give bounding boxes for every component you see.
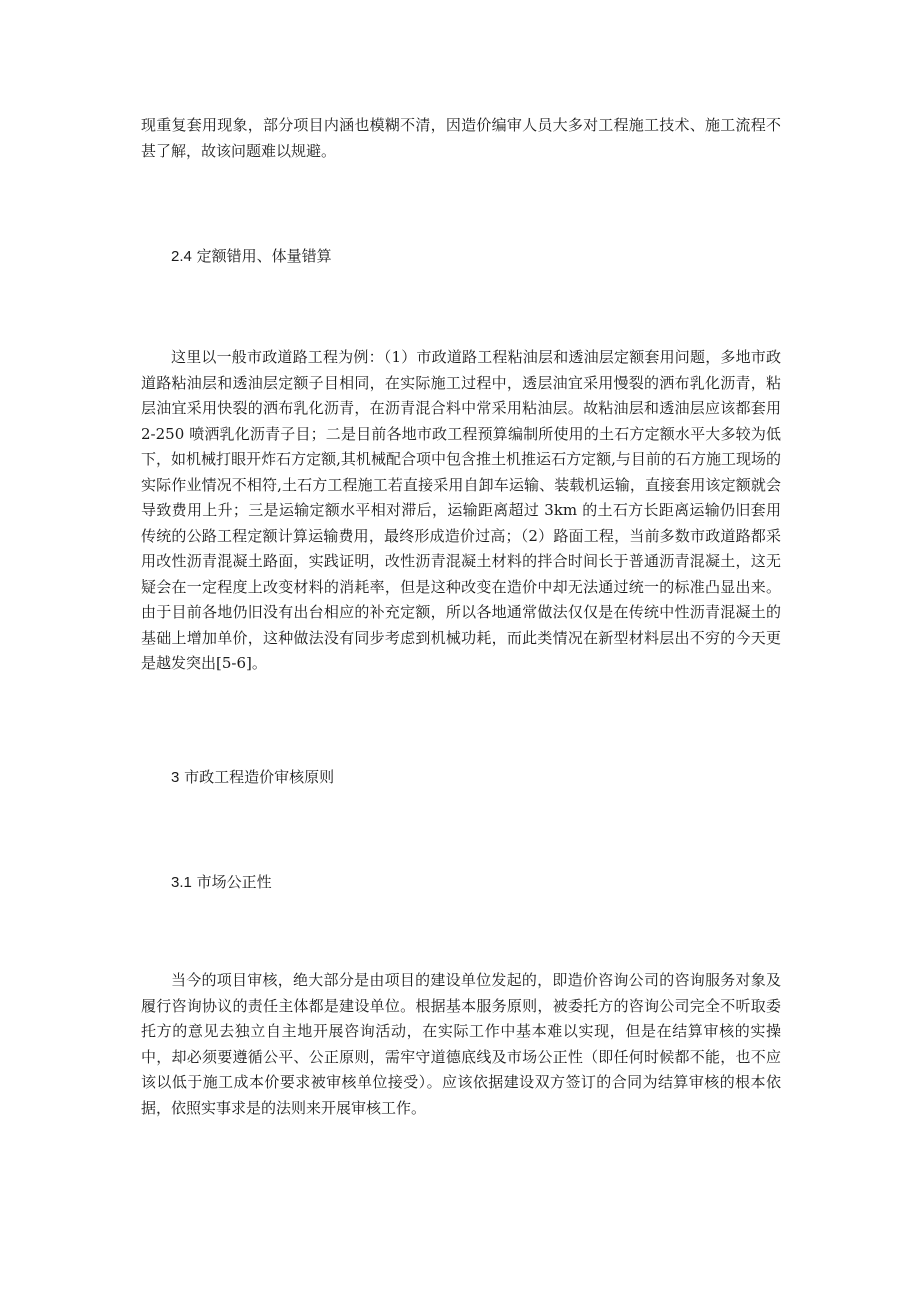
section-title: 市政工程造价审核原则 (184, 768, 335, 786)
section-title: 市场公正性 (196, 873, 272, 891)
section-number: 3 (171, 769, 180, 786)
paragraph-quota-misuse: 这里以一般市政道路工程为例：（1）市政道路工程粘油层和透油层定额套用问题，多地市政道路粘油层和透油层定额子目相同，在实际施工过程中，透层油宜采用慢裂的洒布乳化沥青，粘层油宜采用快裂的洒布乳化沥青，在沥青混合料中常采用粘油层。故粘油层和透油层应该都套用 2-250 喷洒乳化沥青子目；二是目前各地市政工程预算编制所使用的土石方定额水平大多较为低下，如机械打眼开炸石方定额,其机械配合项中包含推土机推运石方定额,与目前的石方施工现场的实际作业情况不相符,土石方工程施工若直接采用自卸车运输、装载机运输，直接套用该定额就会导致费用上升；三是运输定额水平相对滞后，运输距离超过 3km 的土石方长距离运输仍旧套用传统的公路工程定额计算运输费用，最终形成造价过高；（2）路面工程，当前多数市政道路都采用改性沥青混凝土路面，实践证明，改性沥青混凝土材料的拌合时间长于普通沥青混凝土，这无疑会在一定程度上改变材料的消耗率，但是这种改变在造价中却无法通过统一的标准凸显出来。由于目前各地仍旧没有出台相应的补充定额，所以各地通常做法仅仅是在传统中性沥青混凝土的基础上增加单价，这种做法没有同步考虑到机械功耗，而此类情况在新型材料层出不穷的今天更是越发突出[5-6]。 (141, 348, 781, 672)
section-title: 定额错用、体量错算 (196, 247, 332, 265)
section-heading-3 (171, 766, 334, 789)
paragraph-continuation: 现重复套用现象，部分项目内涵也模糊不清，因造价编审人员大多对工程施工技术、施工流程不甚了解，故该问题难以规避。 (141, 116, 781, 160)
section-number: 3.1 (171, 874, 192, 891)
section-heading-3-1 (171, 871, 272, 894)
section-heading-2-4 (171, 245, 332, 268)
paragraph-market-fairness: 当今的项目审核，绝大部分是由项目的建设单位发起的，即造价咨询公司的咨询服务对象及履行咨询协议的责任主体都是建设单位。根据基本服务原则，被委托方的咨询公司完全不听取委托方的意见去独立自主地开展咨询活动，在实际工作中基本难以实现，但是在结算审核的实操中，却必须要遵循公平、公正原则，需牢守道德底线及市场公正性（即任何时候都不能，也不应该以低于施工成本价要求被审核单位接受）。应该依据建设双方签订的合同为结算审核的根本依据，依照实事求是的法则来开展审核工作。 (141, 971, 781, 1117)
section-number: 2.4 (171, 248, 192, 265)
